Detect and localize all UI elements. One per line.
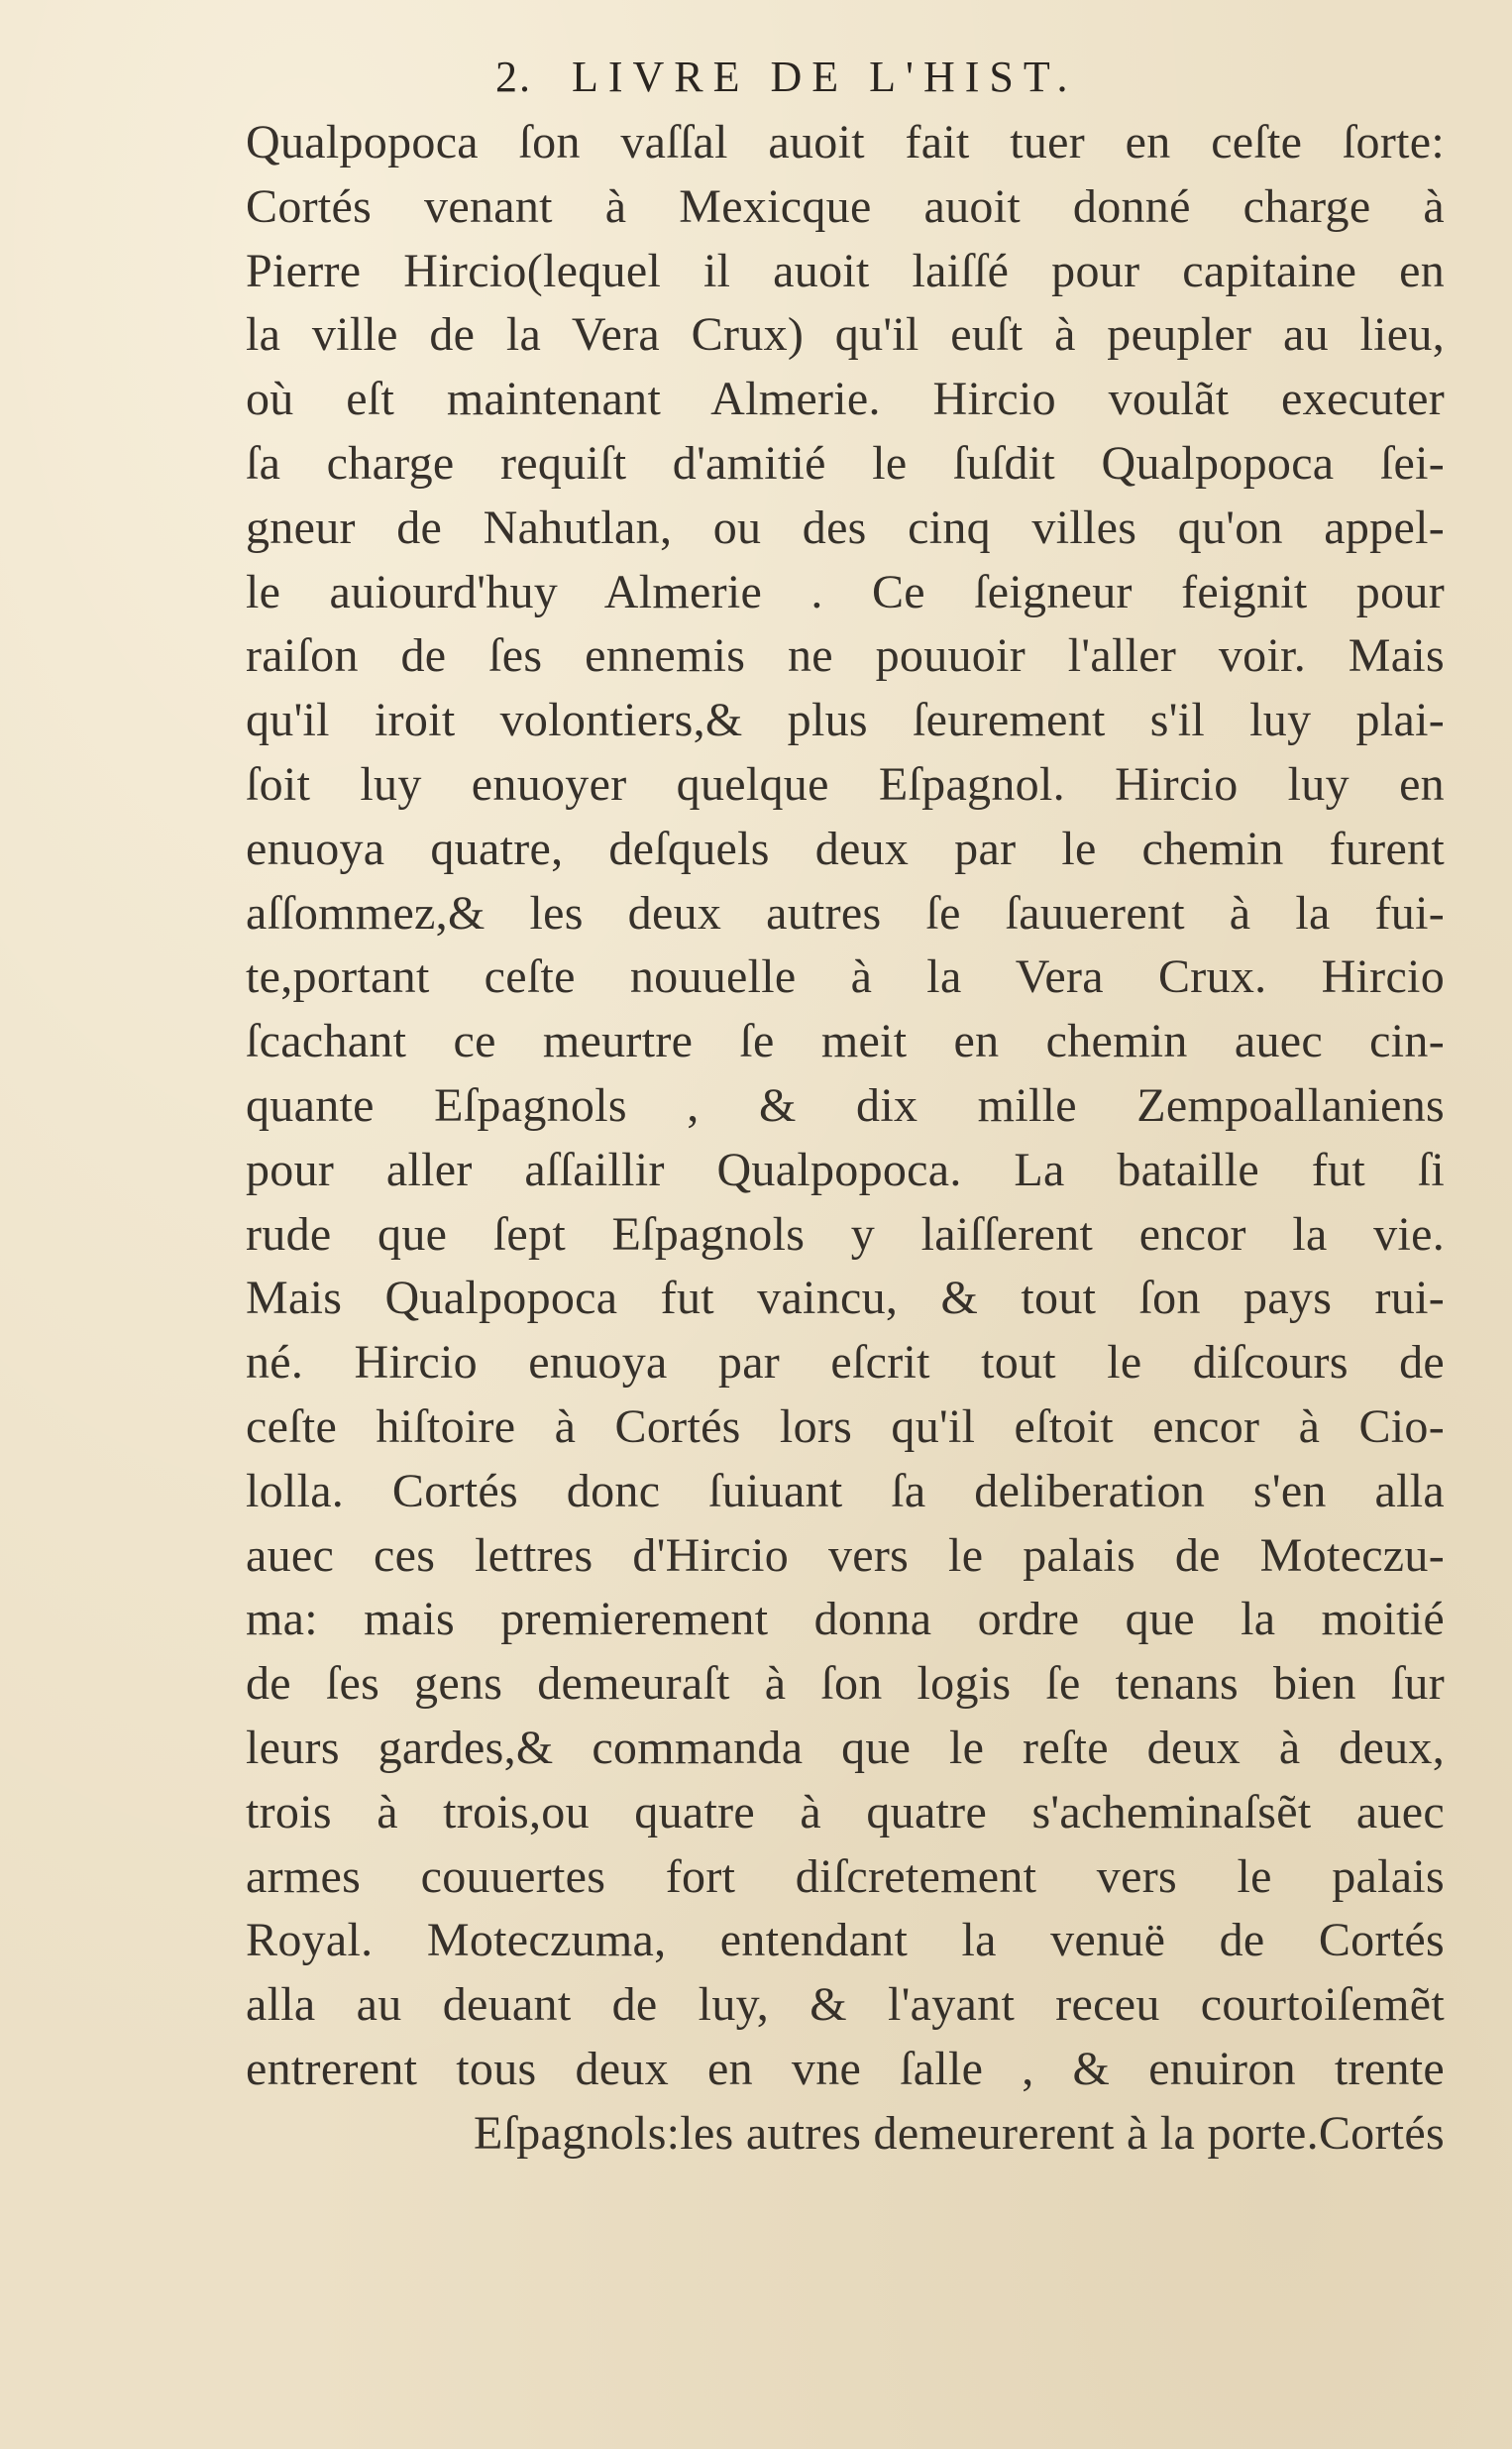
text-line: auec ces lettres d'Hircio vers le palais de Moteczu- <box>246 1528 1445 1582</box>
text-line: de ſes gens demeuraſt à ſon logis ſe tenans bien ſur <box>246 1657 1445 1711</box>
page-number: 2. <box>495 53 532 101</box>
text-line: le auiourd'huy Almerie . Ce ſeigneur feignit pour <box>246 565 1445 618</box>
text-line: raiſon de ſes ennemis ne pouuoir l'aller voir. Mais <box>246 629 1445 683</box>
text-line: ſcachant ce meurtre ſe meit en chemin auec cin- <box>246 1015 1445 1068</box>
text-line: Eſpagnols:les autres demeurerent à la porte.Cortés <box>474 2106 1445 2160</box>
text-line: ma: mais premierement donna ordre que la moitié <box>246 1593 1445 1646</box>
text-line: Mais Qualpopoca fut vaincu, & tout ſon pays rui- <box>246 1272 1445 1325</box>
text-line: enuoya quatre, deſquels deux par le chemin furent <box>246 822 1445 875</box>
text-line: te,portant ceſte nouuelle à la Vera Crux. Hircio <box>246 950 1445 1004</box>
text-line: Pierre Hircio(lequel il auoit laiſſé pour capitaine en <box>246 244 1445 297</box>
text-line: quante Eſpagnols , & dix mille Zempoallaniens <box>246 1078 1445 1132</box>
text-line: où eſt maintenant Almerie. Hircio voulãt executer <box>246 373 1445 426</box>
text-line: leurs gardes,& commanda que le reſte deux à deux, <box>246 1721 1445 1774</box>
page-header <box>495 52 1189 102</box>
text-line: alla au deuant de luy, & l'ayant receu courtoiſemẽt <box>246 1978 1445 2032</box>
running-head: LIVRE DE L'HIST. <box>572 53 1078 101</box>
text-line: entrerent tous deux en vne ſalle , & enuiron trente <box>246 2042 1445 2095</box>
text-line: trois à trois,ou quatre à quatre s'acheminaſsẽt auec <box>246 1785 1445 1838</box>
text-line: armes couuertes fort diſcretement vers le palais <box>246 1849 1445 1903</box>
text-line: ſa charge requiſt d'amitié le ſuſdit Qualpopoca ſei- <box>246 436 1445 490</box>
text-line: ceſte hiſtoire à Cortés lors qu'il eſtoit encor à Cio- <box>246 1399 1445 1453</box>
text-line: Royal. Moteczuma, entendant la venuë de Cortés <box>246 1914 1445 1967</box>
text-line: Cortés venant à Mexicque auoit donné charge à <box>246 179 1445 233</box>
text-line: rude que ſept Eſpagnols y laiſſerent encor la vie. <box>246 1207 1445 1261</box>
text-line: aſſommez,& les deux autres ſe ſauuerent à la fui- <box>246 886 1445 940</box>
text-line: qu'il iroit volontiers,& plus ſeurement s'il luy plai- <box>246 694 1445 747</box>
body-text <box>246 111 1445 2167</box>
text-line: ſoit luy enuoyer quelque Eſpagnol. Hircio luy en <box>246 757 1445 811</box>
text-line: la ville de la Vera Crux) qu'il euſt à peupler au lieu, <box>246 308 1445 362</box>
text-line: lolla. Cortés donc ſuiuant ſa deliberation s'en alla <box>246 1464 1445 1517</box>
text-line: gneur de Nahutlan, ou des cinq villes qu'on appel- <box>246 501 1445 554</box>
text-line: Qualpopoca ſon vaſſal auoit fait tuer en ceſte ſorte: <box>246 116 1445 168</box>
text-line: pour aller aſſaillir Qualpopoca. La bataille fut ſi <box>246 1143 1445 1196</box>
text-line: né. Hircio enuoya par eſcrit tout le diſcours de <box>246 1336 1445 1390</box>
